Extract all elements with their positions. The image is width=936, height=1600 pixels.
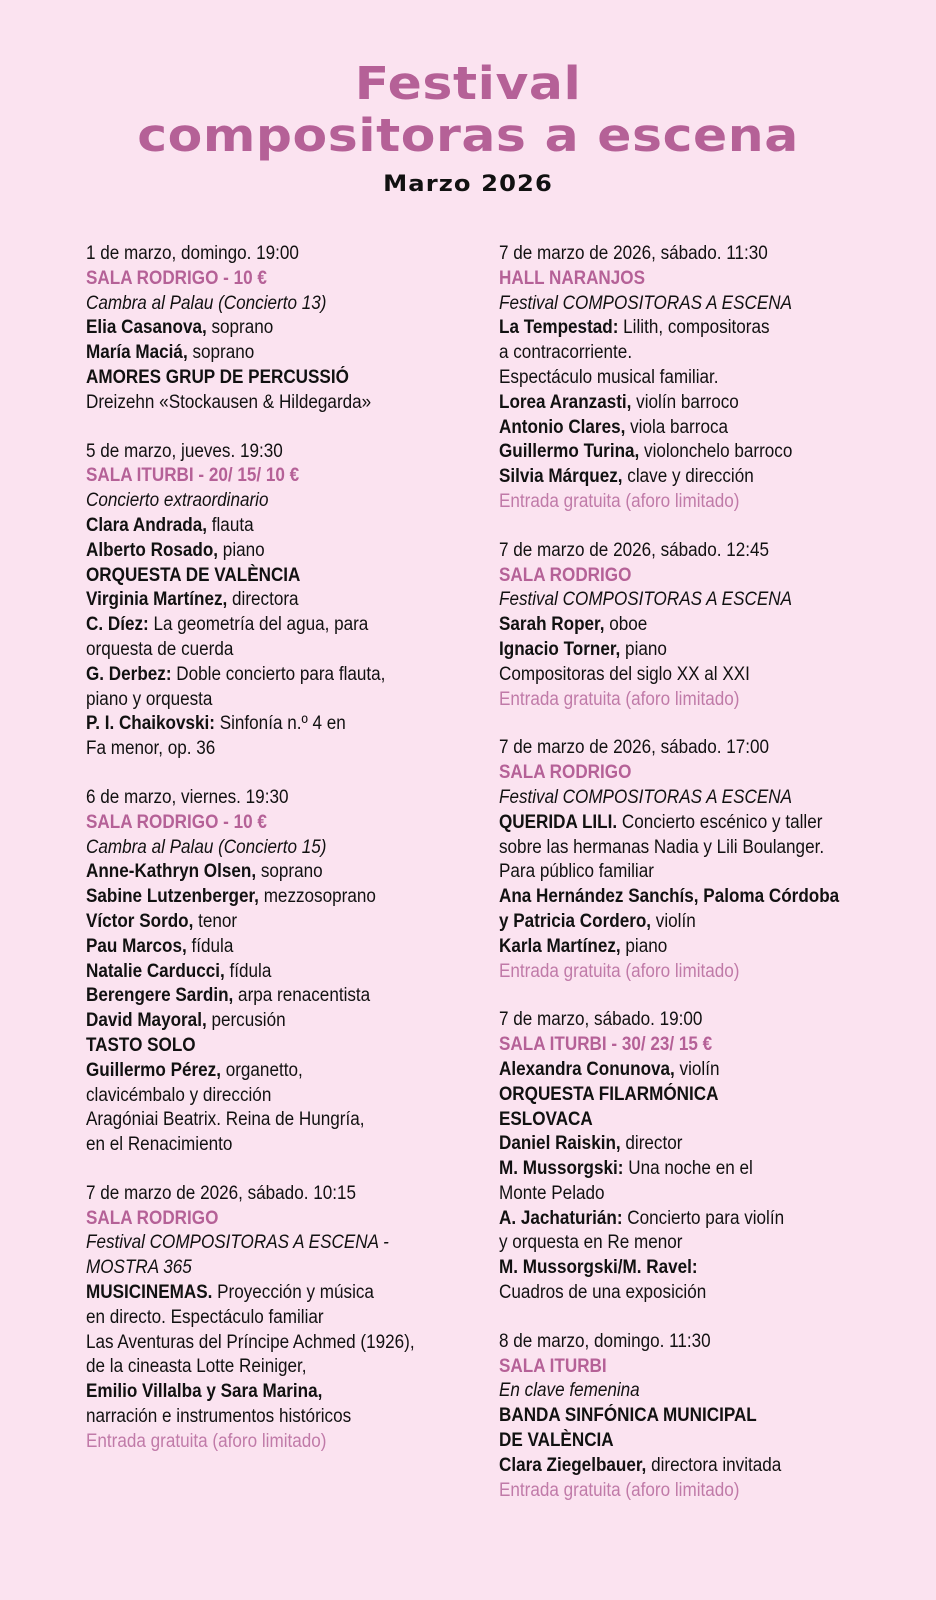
performer-line xyxy=(499,663,859,688)
performer-name: MUSICINEMAS. xyxy=(86,1282,213,1304)
performer-line xyxy=(86,613,464,638)
event-date: 7 de marzo, sábado. 19:00 xyxy=(499,1009,703,1031)
performer-detail: tenor xyxy=(193,910,238,932)
performer-line xyxy=(86,1108,464,1133)
event-venue: SALA ITURBI xyxy=(499,1355,607,1377)
event-date: 1 de marzo, domingo. 19:00 xyxy=(86,243,299,264)
event-block xyxy=(499,1008,899,1306)
performer-name: G. Derbez: xyxy=(86,663,172,685)
performer-line xyxy=(499,416,859,441)
event-block xyxy=(499,1330,899,1504)
performer-line xyxy=(499,1231,859,1256)
performer-name: Sarah Roper, xyxy=(499,614,605,636)
performer-line xyxy=(499,1132,859,1157)
performer-name: AMORES GRUP DE PERCUSSIÓ xyxy=(86,366,349,388)
event-program: Cambra al Palau (Concierto 15) xyxy=(86,836,327,858)
performer-name: Alexandra Conunova, xyxy=(499,1058,675,1080)
performer-detail: directora xyxy=(227,589,299,611)
performer-detail: soprano xyxy=(187,342,255,364)
performer-name: C. Díez: xyxy=(86,614,149,636)
performer-detail: mezzosoprano xyxy=(258,886,376,908)
performer-name: ORQUESTA FILARMÓNICA xyxy=(499,1083,719,1105)
performer-detail: clavicémbalo y dirección xyxy=(86,1084,272,1106)
performer-line xyxy=(499,391,859,416)
event-venue: SALA ITURBI - 30/ 23/ 15 € xyxy=(499,1034,713,1056)
event-date: 7 de marzo de 2026, sábado. 10:15 xyxy=(86,1182,357,1204)
performer-detail: Proyección y música xyxy=(212,1282,374,1304)
event-venue: SALA ITURBI - 20/ 15/ 10 € xyxy=(86,465,300,487)
performer-line xyxy=(499,1083,859,1108)
event-block xyxy=(499,242,899,515)
performer-detail: violonchelo barroco xyxy=(639,441,793,463)
performer-line xyxy=(86,1281,464,1306)
event-venue: SALA RODRIGO - 10 € xyxy=(86,267,267,289)
performer-name: Karla Martínez, xyxy=(499,935,621,957)
performer-detail: Doble concierto para flauta, xyxy=(171,663,386,685)
performer-name: David Mayoral, xyxy=(86,1010,207,1032)
performer-detail: piano y orquesta xyxy=(86,688,213,710)
performer-line xyxy=(86,1084,464,1109)
performer-line xyxy=(499,465,859,490)
performer-name: Elia Casanova, xyxy=(86,317,207,339)
event-program: Cambra al Palau (Concierto 13) xyxy=(86,292,327,314)
event-program: Festival COMPOSITORAS A ESCENA xyxy=(499,786,792,808)
event-venue: SALA RODRIGO - 10 € xyxy=(86,811,267,833)
free-entry-note: Entrada gratuita (aforo limitado) xyxy=(499,1479,740,1501)
event-program: Concierto extraordinario xyxy=(86,490,269,512)
performer-detail: director xyxy=(620,1133,683,1155)
performer-name: P. I. Chaikovski: xyxy=(86,713,215,735)
performer-line xyxy=(499,885,859,910)
performer-line xyxy=(499,910,859,935)
performer-name: Emilio Villalba y Sara Marina, xyxy=(86,1381,323,1403)
performer-name: Guillermo Turina, xyxy=(499,441,640,463)
performer-line xyxy=(499,366,859,391)
performer-line xyxy=(499,1207,859,1232)
performer-line xyxy=(86,391,464,416)
performer-name: Virginia Martínez, xyxy=(86,589,228,611)
performer-name: Clara Andrada, xyxy=(86,514,208,536)
performer-name: María Maciá, xyxy=(86,342,188,364)
free-entry-note: Entrada gratuita (aforo limitado) xyxy=(499,688,740,710)
performer-line xyxy=(86,1306,464,1331)
event-date: 7 de marzo de 2026, sábado. 12:45 xyxy=(499,539,770,561)
performer-line xyxy=(499,1182,859,1207)
free-entry-note: Entrada gratuita (aforo limitado) xyxy=(499,490,740,512)
performer-detail: soprano xyxy=(206,317,274,339)
performer-line xyxy=(499,1058,859,1083)
performer-name: Silvia Márquez, xyxy=(499,466,623,488)
performer-name: y Patricia Cordero, xyxy=(499,910,652,932)
event-date: 7 de marzo de 2026, sábado. 17:00 xyxy=(499,737,770,759)
performer-line xyxy=(86,638,464,663)
performer-detail: violín barroco xyxy=(631,391,739,413)
performer-detail: clave y dirección xyxy=(622,466,754,488)
performer-name: ESLOVACA xyxy=(499,1108,593,1130)
event-block xyxy=(499,539,899,713)
performer-name: M. Mussorgski: xyxy=(499,1158,624,1180)
performer-detail: piano xyxy=(218,539,265,561)
performer-detail: en directo. Espectáculo familiar xyxy=(86,1306,324,1328)
performer-line xyxy=(499,638,859,663)
performer-line xyxy=(86,588,464,613)
performer-name: M. Mussorgski/M. Ravel: xyxy=(499,1257,698,1279)
performer-detail: La geometría del agua, para xyxy=(148,614,369,636)
event-block xyxy=(86,1182,506,1455)
event-date: 8 de marzo, domingo. 11:30 xyxy=(499,1330,711,1352)
performer-line xyxy=(86,712,464,737)
event-program: Festival COMPOSITORAS A ESCENA - xyxy=(86,1232,389,1254)
event-venue: SALA RODRIGO xyxy=(86,1207,219,1229)
performer-line xyxy=(86,539,464,564)
performer-name: Sabine Lutzenberger, xyxy=(86,886,259,908)
event-block xyxy=(86,242,506,416)
subtitle: Marzo 2026 xyxy=(383,172,553,197)
performer-detail: violín xyxy=(651,910,696,932)
performer-name: BANDA SINFÓNICA MUNICIPAL xyxy=(499,1405,757,1427)
performer-detail: oboe xyxy=(604,614,648,636)
performer-detail: Sinfonía n.º 4 en xyxy=(214,713,346,735)
performer-line xyxy=(499,1281,859,1306)
event-date: 5 de marzo, jueves. 19:30 xyxy=(86,440,283,462)
performer-line xyxy=(86,1405,464,1430)
performer-name: TASTO SOLO xyxy=(86,1034,196,1056)
page-header xyxy=(0,58,936,197)
performer-name: Berengere Sardin, xyxy=(86,985,234,1007)
performer-line xyxy=(86,960,464,985)
performer-detail: piano xyxy=(620,935,668,957)
performer-line xyxy=(499,613,859,638)
performer-detail: directora invitada xyxy=(646,1454,782,1476)
performer-name: A. Jachaturián: xyxy=(499,1207,623,1229)
performer-line xyxy=(86,984,464,1009)
performer-detail: Cuadros de una exposición xyxy=(499,1282,707,1304)
performer-detail: Compositoras del siglo XX al XXI xyxy=(499,663,750,685)
event-block xyxy=(499,736,899,984)
performer-line xyxy=(499,1256,859,1281)
event-date: 6 de marzo, viernes. 19:30 xyxy=(86,786,289,808)
free-entry-note: Entrada gratuita (aforo limitado) xyxy=(86,1430,327,1452)
performer-line xyxy=(86,366,464,391)
event-program: Festival COMPOSITORAS A ESCENA xyxy=(499,292,792,314)
performer-line xyxy=(499,935,859,960)
performer-detail: Monte Pelado xyxy=(499,1182,605,1204)
performer-name: Clara Ziegelbauer, xyxy=(499,1454,647,1476)
performer-detail: narración e instrumentos históricos xyxy=(86,1406,352,1428)
performer-line xyxy=(86,316,464,341)
performer-line xyxy=(499,341,859,366)
performer-detail: Lilith, compositoras xyxy=(618,317,770,339)
performer-name: Natalie Carducci, xyxy=(86,960,225,982)
performer-detail: de la cineasta Lotte Reiniger, xyxy=(86,1356,307,1378)
performer-line xyxy=(499,440,859,465)
performer-detail: orquesta de cuerda xyxy=(86,638,234,660)
performer-name: Antonio Clares, xyxy=(499,416,626,438)
performer-line xyxy=(499,316,859,341)
performer-detail: viola barroca xyxy=(625,416,729,438)
performer-detail: Concierto para violín xyxy=(622,1207,785,1229)
performer-line xyxy=(499,1404,859,1429)
performer-line xyxy=(86,341,464,366)
title-line-1: Festival xyxy=(354,57,582,110)
performer-line xyxy=(86,1059,464,1084)
performer-line xyxy=(86,688,464,713)
performer-detail: a contracorriente. xyxy=(499,342,633,364)
performer-line xyxy=(86,1034,464,1059)
performer-name: DE VALÈNCIA xyxy=(499,1430,614,1452)
performer-detail: arpa renacentista xyxy=(233,985,371,1007)
performer-detail: organetto, xyxy=(220,1059,303,1081)
title-line-2: compositoras a escena xyxy=(137,109,799,162)
performer-detail: Dreizehn «Stockausen & Hildegarda» xyxy=(86,391,372,413)
performer-detail: sobre las hermanas Nadia y Lili Boulanger. xyxy=(499,836,825,858)
event-venue: HALL NARANJOS xyxy=(499,267,645,289)
performer-line xyxy=(86,885,464,910)
event-program: Festival COMPOSITORAS A ESCENA xyxy=(499,589,792,611)
performer-detail: Concierto escénico y taller xyxy=(617,811,823,833)
right-column xyxy=(499,242,899,1527)
performer-name: ORQUESTA DE VALÈNCIA xyxy=(86,564,301,586)
performer-name: La Tempestad: xyxy=(499,317,619,339)
event-program: En clave femenina xyxy=(499,1380,640,1402)
performer-name: Ana Hernández Sanchís, Paloma Córdoba xyxy=(499,886,840,908)
performer-name: Ignacio Torner, xyxy=(499,638,621,660)
performer-line xyxy=(499,811,859,836)
performer-detail: Una noche en el xyxy=(623,1158,753,1180)
event-block xyxy=(86,786,506,1158)
performer-line xyxy=(86,1355,464,1380)
performer-detail: soprano xyxy=(256,861,323,883)
performer-name: Alberto Rosado, xyxy=(86,539,219,561)
event-venue: SALA RODRIGO xyxy=(499,762,632,784)
performer-detail: Las Aventuras del Príncipe Achmed (1926), xyxy=(86,1331,415,1353)
performer-name: Guillermo Pérez, xyxy=(86,1059,221,1081)
free-entry-note: Entrada gratuita (aforo limitado) xyxy=(499,960,740,982)
performer-line xyxy=(86,860,464,885)
performer-line xyxy=(86,514,464,539)
performer-detail: flauta xyxy=(207,514,254,536)
performer-detail: piano xyxy=(620,638,667,660)
performer-detail: en el Renacimiento xyxy=(86,1134,233,1156)
event-date: 7 de marzo de 2026, sábado. 11:30 xyxy=(499,243,768,264)
performer-name: QUERIDA LILI. xyxy=(499,811,618,833)
performer-line xyxy=(86,737,464,762)
performer-name: Daniel Raiskin, xyxy=(499,1133,621,1155)
performer-name: Lorea Aranzasti, xyxy=(499,391,632,413)
performer-detail: fídula xyxy=(224,960,272,982)
performer-line xyxy=(499,836,859,861)
event-venue: SALA RODRIGO xyxy=(499,564,632,586)
performer-line xyxy=(499,1108,859,1133)
performer-name: Víctor Sordo, xyxy=(86,910,194,932)
performer-line xyxy=(86,663,464,688)
performer-detail: violín xyxy=(674,1058,720,1080)
performer-line xyxy=(86,1009,464,1034)
performer-line xyxy=(86,1380,464,1405)
performer-line xyxy=(499,1157,859,1182)
performer-line xyxy=(499,860,859,885)
performer-detail: fídula xyxy=(186,935,234,957)
event-block xyxy=(86,440,506,762)
performer-detail: percusión xyxy=(206,1010,286,1032)
performer-line xyxy=(499,1454,859,1479)
performer-detail: Para público familiar xyxy=(499,861,654,883)
performer-detail: Fa menor, op. 36 xyxy=(86,738,216,760)
performer-detail: Aragóniai Beatrix. Reina de Hungría, xyxy=(86,1109,365,1131)
event-program-cont: MOSTRA 365 xyxy=(86,1257,192,1279)
performer-name: Anne-Kathryn Olsen, xyxy=(86,861,257,883)
left-column xyxy=(86,242,506,1479)
performer-line xyxy=(86,1133,464,1158)
performer-line xyxy=(86,564,464,589)
performer-line xyxy=(499,1429,859,1454)
performer-detail: Espectáculo musical familiar. xyxy=(499,366,719,388)
performer-line xyxy=(86,910,464,935)
performer-detail: y orquesta en Re menor xyxy=(499,1232,683,1254)
performer-name: Pau Marcos, xyxy=(86,935,187,957)
performer-line xyxy=(86,935,464,960)
performer-line xyxy=(86,1331,464,1356)
